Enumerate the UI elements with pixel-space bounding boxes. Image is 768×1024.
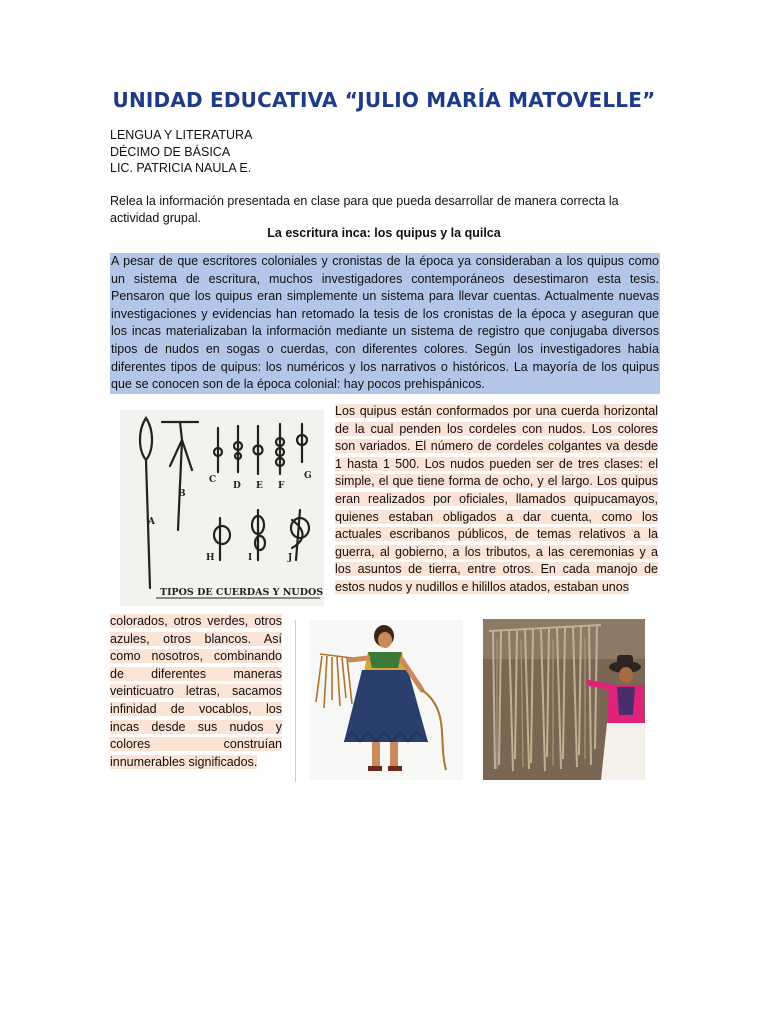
quipu-photo-image <box>483 619 645 780</box>
paragraph-quipus-meaning-text: colorados, otros verdes, otros azules, otros blancos. Así como nosotros, combinando de diferentes maneras veinticuatro letras, sacamos infinidad de vocablos, los incas desde sus nudos y colores construían innumerables significados. <box>110 614 282 769</box>
knots-diagram-image <box>120 410 324 606</box>
label-d: D <box>233 481 241 491</box>
column-divider <box>295 620 296 782</box>
grade-line: DÉCIMO DE BÁSICA <box>110 144 231 159</box>
subject-line: LENGUA Y LITERATURA <box>110 128 253 142</box>
document-header-info <box>110 127 252 177</box>
label-c: C <box>209 475 217 485</box>
paragraph-quipus-history: A pesar de que escritores coloniales y cronistas de la época ya consideraban a los quipus como un sistema de escritura, muchos investigadores contemporáneos desestimaron esta tesis. Pensaron que los quipus eran simplemente un sistema para llevar cuentas. Actualmente nuevas investigaciones y evidencias han retomado la tesis de los cronistas de la época y aseguran que los incas materializaban la información mediante un sistema de registro que conjugaba diversos tipos de nudos en sogas o cuerdas, con diferentes colores. Según los investigadores había diferentes tipos de quipus: los numéricos y los narrativos o históricos. La mayoría de los quipus que se conocen son de la época colonial: hay pocos prehispánicos. <box>110 253 660 394</box>
teacher-line: LIC. PATRICIA NAULA E. <box>110 161 252 175</box>
intro-instruction: Relea la información presentada en clase para que pueda desarrollar de manera correcta la actividad grupal. <box>110 194 619 225</box>
label-g: G <box>304 471 312 481</box>
knots-diagram-caption: TIPOS DE CUERDAS Y NUDOS <box>160 587 324 598</box>
label-f: F <box>278 481 285 491</box>
label-e: E <box>256 481 263 491</box>
quipucamayo-illustration-image <box>310 620 463 780</box>
label-b: B <box>178 489 186 499</box>
quipucamayo-illustration-svg <box>310 620 463 780</box>
document-title: UNIDAD EDUCATIVA “JULIO MARÍA MATOVELLE” <box>112 88 656 112</box>
label-i: I <box>248 553 253 563</box>
quipu-photo-svg <box>483 619 645 780</box>
label-h: H <box>206 553 215 563</box>
label-j: J <box>288 553 293 563</box>
knots-diagram-svg <box>120 410 324 606</box>
paragraph-quipus-meaning <box>110 613 282 771</box>
section-subtitle: La escritura inca: los quipus y la quilca <box>267 226 501 240</box>
label-a: A <box>148 517 155 527</box>
paragraph-quipus-structure-text: Los quipus están conformados por una cuerda horizontal de la cual penden los cordeles con nudos. Los colores son variados. El número de cordeles colgantes va desde 1 hasta 1 500. Los nudos pueden ser de tres clases: el simple, el que tiene forma de ocho, y el largo. Los quipus eran realizados por oficiales, llamados quipucamayos, quienes estaban obligados a dar cuenta, como los actuales escribanos públicos, de temas relativos a la guerra, al gobierno, a los tributos, a las ceremonias y a los asuntos de tierra, entre otros. En cada manojo de estos nudos y nudillos e hilillos atados, estaban unos <box>335 404 658 594</box>
paragraph-quipus-structure <box>335 403 658 597</box>
